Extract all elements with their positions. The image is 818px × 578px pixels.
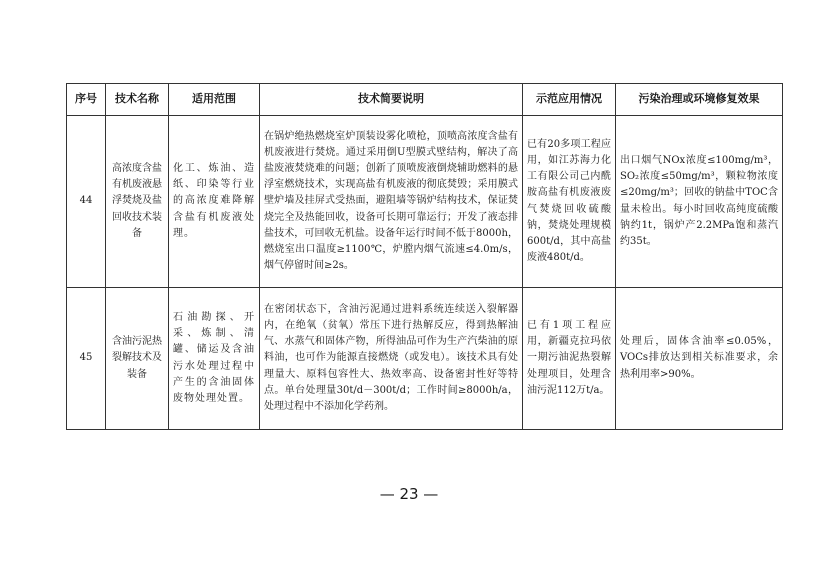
header-serial-number: 序号: [67, 84, 106, 116]
row-serial-number: 44: [67, 116, 106, 288]
table-header-row: [67, 84, 783, 116]
row-description: 在密闭状态下，含油污泥通过进料系统连续送入裂解器内，在绝氧（贫氧）常压下进行热解反应，得到热解油气、水蒸气和固体产物，所得油品可作为生产汽柴油的原料油，也可作为能源直接燃烧（或发电）。该技术具有处理量大、原料包容性大、热效率高、设备密封性好等特点。单台处理量30t/d－300t/d；工作时间≥8000h/a，处理过程中不添加化学药剂。: [260, 288, 523, 430]
page-number: — 23 —: [379, 485, 439, 503]
row-description: 在锅炉绝热燃烧室炉顶装设雾化喷枪，顶喷高浓度含盐有机废液进行焚烧。通过采用倒U型膜式壁结构，解决了高盐废液焚烧难的问题；创新了顶喷废液倒烧辅助燃料的悬浮室燃烧技术，实现高盐有机废液的彻底焚毁；采用膜式壁炉墙及挂屏式受热面，避阻墙等锅炉结构技术，保证焚烧完全及热能回收，设备可长期可靠运行；开发了液态排盐技术，可回收无机盐。设备年运行时间不低于8000h，燃烧室出口温度≥1100℃，炉膛内烟气流速≤4.0m/s，烟气停留时间≥2s。: [260, 116, 523, 288]
row-effect: 出口烟气NOx浓度≤100mg/m³，SO₂浓度≤50mg/m³，颗粒物浓度≤20mg/m³；回收的钠盐中TOC含量未检出。每小时回收高纯度硫酸钠约1t，锅炉产2.2MPa饱和蒸汽约35t。: [616, 116, 783, 288]
table-row: [67, 116, 783, 288]
header-scope: 适用范围: [169, 84, 260, 116]
header-effect: 污染治理或环境修复效果: [616, 84, 783, 116]
header-description: 技术简要说明: [260, 84, 523, 116]
row-effect: 处理后，固体含油率≤0.05%，VOCs排放达到相关标准要求，余热利用率>90%。: [616, 288, 783, 430]
table-row: [67, 288, 783, 430]
header-technology-name: 技术名称: [106, 84, 169, 116]
row-technology-name: 含油污泥热裂解技术及装备: [106, 288, 169, 430]
technology-table: [66, 83, 783, 430]
row-scope: 石油勘探、开采、炼制、清罐、储运及含油污水处理过程中产生的含油固体废物处理处置。: [169, 288, 260, 430]
row-demonstration: 已有1项工程应用，新疆克拉玛依一期污油泥热裂解处理项目，处理含油污泥112万t/a。: [523, 288, 616, 430]
row-serial-number: 45: [67, 288, 106, 430]
row-scope: 化工、炼油、造纸、印染等行业的高浓度难降解含盐有机废液处理。: [169, 116, 260, 288]
header-demonstration: 示范应用情况: [523, 84, 616, 116]
row-technology-name: 高浓度含盐有机废液悬浮焚烧及盐回收技术装备: [106, 116, 169, 288]
row-demonstration: 已有20多项工程应用，如江苏海力化工有限公司己内酰胺高盐有机废液废气焚烧回收硫酸钠，焚烧处理规模600t/d，其中高盐废液480t/d。: [523, 116, 616, 288]
